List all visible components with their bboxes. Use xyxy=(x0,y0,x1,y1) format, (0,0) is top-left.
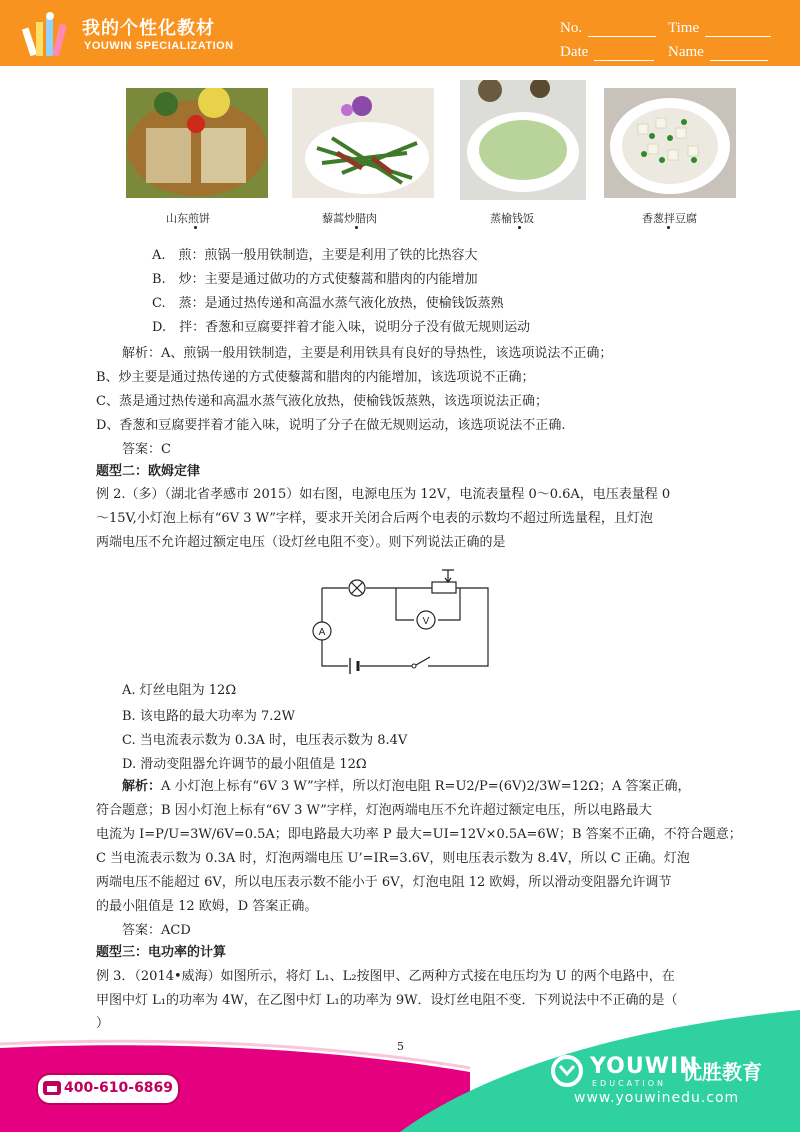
section3-title: 题型三：电功率的计算 xyxy=(96,945,227,960)
photo-caption-4: 香葱拌豆腐 xyxy=(642,212,697,225)
footer-brand-sub: EDUCATION xyxy=(592,1079,667,1088)
date-label: Date xyxy=(560,44,589,60)
page-header xyxy=(0,0,800,66)
lamp-icon xyxy=(349,580,365,596)
q1-answer: 答案：C xyxy=(122,442,171,457)
time-label: Time xyxy=(668,20,700,36)
phone-number: 400-610-6869 xyxy=(64,1080,174,1096)
q1-analysis-line-1: 解析：A、煎锅一般用铁制造，主要是利用铁具有良好的导热性，该选项说法不正确； xyxy=(122,346,613,361)
circuit-diagram xyxy=(304,558,504,680)
jianbing-photo xyxy=(126,88,268,198)
section3-stem-line-3: ） xyxy=(96,1016,110,1031)
section2-stem-line-1: 例 2.（多）（湖北省孝感市 2015）如右图，电源电压为 12V，电流表量程 0～0.6A，电压表量程 0 xyxy=(96,487,671,502)
phone-badge[interactable] xyxy=(36,1073,180,1105)
section2-answer: 答案：ACD xyxy=(122,923,191,938)
date-field[interactable] xyxy=(560,44,654,61)
no-field[interactable] xyxy=(560,20,656,37)
section3-stem-line-1: 例 3．（2014•威海）如图所示，将灯 L₁、L₂按图甲、乙两种方式接在电压均为 U 的两个电路中，在 xyxy=(96,969,675,984)
time-field[interactable] xyxy=(668,20,771,37)
q1-analysis-line-4: D、香葱和豆腐要拌着才能入味，说明了分子在做无规则运动，该选项说法不正确. xyxy=(96,418,566,433)
analysis-first-text: A 小灯泡上标有“6V 3 W”字样，所以灯泡电阻 R=U2/P=(6V)2/3W=12Ω；A 答案正确， xyxy=(161,779,691,794)
name-field[interactable] xyxy=(668,44,768,61)
q1-analysis-line-3: C、蒸是通过热传递和高温水蒸气液化放热，使榆钱饭蒸熟，该选项说法正确； xyxy=(96,394,548,409)
caption-bullet xyxy=(355,226,358,229)
battery-icon xyxy=(350,658,358,674)
ammeter-icon xyxy=(313,622,331,640)
section2-analysis-line-5: 两端电压不能超过 6V，所以电压表示数不能小于 6V，灯泡电阻 12 欧姆，所以滑动变阻器允许调节 xyxy=(96,875,672,890)
voltmeter-label: V xyxy=(422,616,430,627)
artemisia-bacon-photo xyxy=(292,88,434,198)
q1-option-c: C. 蒸：是通过热传递和高温水蒸气液化放热，使榆钱饭蒸熟 xyxy=(152,296,504,311)
section3-stem-line-2: 甲图中灯 L₁的功率为 4W，在乙图中灯 L₁的功率为 9W．设灯丝电阻不变．下列说法中不正确的是（ xyxy=(96,993,678,1008)
section2-analysis-line-6: 的最小阻值是 12 欧姆，D 答案正确。 xyxy=(96,899,318,914)
q1-option-d: D. 拌：香葱和豆腐要拌着才能入味，说明分子没有做无规则运动 xyxy=(152,320,531,335)
no-label: No. xyxy=(560,20,583,36)
q1-option-b: B. 炒：主要是通过做功的方式使藜蒿和腊肉的内能增加 xyxy=(152,272,478,287)
section2-analysis-line-2: 符合题意；B 因小灯泡上标有“6V 3 W”字样，灯泡两端电压不允许超过额定电压，所以电路最大 xyxy=(96,803,652,818)
caption-bullet xyxy=(518,226,521,229)
section2-analysis-line-3: 电流为 I=P/U=3W/6V=0.5A；即电路最大功率 P 最大=UI=12V×0.5A=6W；B 答案不正确，不符合题意； xyxy=(96,827,742,842)
youwin-logo-icon xyxy=(550,1054,584,1088)
section2-option-b: B. 该电路的最大功率为 7.2W xyxy=(122,709,295,724)
elm-seed-rice-photo xyxy=(460,80,586,200)
photo-caption-3: 蒸榆钱饭 xyxy=(490,212,534,225)
tofu-scallion-photo xyxy=(604,88,736,198)
analysis-label: 解析： xyxy=(122,779,162,794)
footer-brand-en: YOUWIN xyxy=(590,1054,699,1079)
photo-caption-2: 藜蒿炒腊肉 xyxy=(322,212,377,225)
q1-analysis-line-2: B、炒主要是通过热传递的方式使藜蒿和腊肉的内能增加，该选项说不正确； xyxy=(96,370,535,385)
section2-option-c: C. 当电流表示数为 0.3A 时，电压表示数为 8.4V xyxy=(122,733,408,748)
footer-url[interactable]: www.youwinedu.com xyxy=(574,1090,740,1106)
crayons-logo-icon xyxy=(20,10,74,60)
section2-stem-line-3: 两端电压不允许超过额定电压（设灯丝电阻不变）。则下列说法正确的是 xyxy=(96,535,506,550)
switch-icon xyxy=(412,657,430,668)
ammeter-label: A xyxy=(318,627,326,638)
page-number: 5 xyxy=(397,1040,404,1053)
brand-title: 我的个性化教材 xyxy=(82,18,215,39)
name-label: Name xyxy=(668,44,704,60)
rheostat-icon xyxy=(432,570,456,593)
q1-option-a: A. 煎：煎锅一般用铁制造，主要是利用了铁的比热容大 xyxy=(152,248,478,263)
section2-title: 题型二：欧姆定律 xyxy=(96,464,201,479)
caption-bullet xyxy=(194,226,197,229)
section2-analysis-line-4: C 当电流表示数为 0.3A 时，灯泡两端电压 U’=IR=3.6V，则电压表示数为 8.4V，所以 C 正确。灯泡 xyxy=(96,851,690,866)
section2-option-d: D. 滑动变阻器允许调节的最小阻值是 12Ω xyxy=(122,757,367,772)
footer-brand-cn: 优胜教育 xyxy=(682,1060,762,1084)
voltmeter-icon xyxy=(417,611,435,629)
section2-analysis-line-1 xyxy=(122,779,691,795)
section2-option-a: A. 灯丝电阻为 12Ω xyxy=(122,683,237,698)
brand-subtitle: YOUWIN SPECIALIZATION xyxy=(84,40,234,52)
caption-bullet xyxy=(667,226,670,229)
photo-caption-1: 山东煎饼 xyxy=(166,212,210,225)
phone-icon xyxy=(42,1079,62,1097)
section2-stem-line-2: ～15V,小灯泡上标有“6V 3 W”字样，要求开关闭合后两个电表的示数均不超过所选量程，且灯泡 xyxy=(96,511,653,526)
